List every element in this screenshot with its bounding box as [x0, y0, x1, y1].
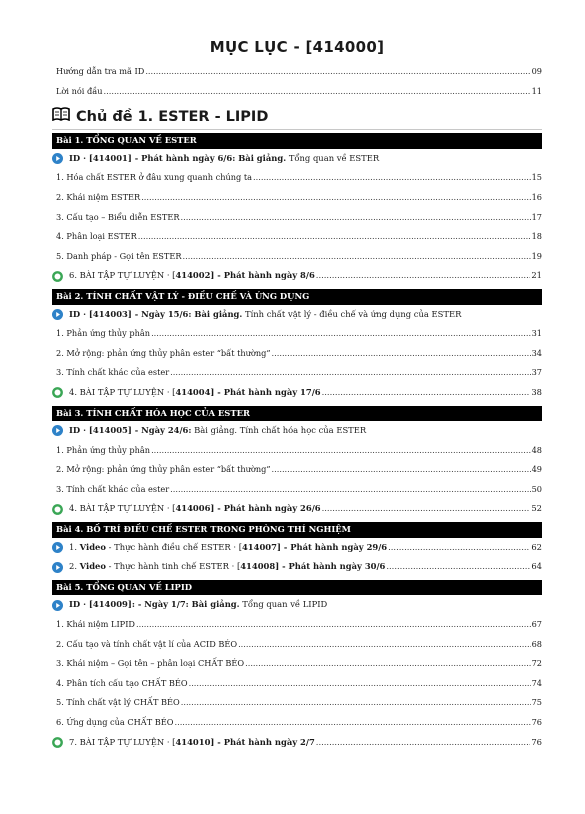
entry-page: 64	[531, 561, 542, 572]
lecture-desc: Bài giảng. Tính chất hóa học của ESTER	[194, 425, 367, 436]
topic-title: Chủ đề 1. ESTER - LIPID	[76, 109, 269, 126]
lesson-band: Bài 4. BỐ TRÍ ĐIỀU CHẾ ESTER TRONG PHÒNG THÍ NGHIỆM	[52, 522, 542, 538]
lecture-id: ID · [414009]: - Ngày 1/7: Bài giảng.	[69, 599, 240, 610]
toc-entry[interactable]	[52, 615, 542, 635]
toc-entry[interactable]	[52, 480, 542, 500]
lecture-id: ID · [414001] - Phát hành ngày 6/6: Bài giảng.	[69, 152, 287, 163]
ring-icon	[52, 504, 63, 515]
video-label: Video	[79, 541, 106, 552]
lecture-id: ID · [414003] - Ngày 15/6: Bài giảng.	[69, 308, 243, 319]
lesson-band: Bài 1. TỔNG QUAN VỀ ESTER	[52, 133, 542, 149]
entry-label: 4. Phân loại ESTER	[56, 231, 137, 242]
video-label: Video	[79, 561, 106, 572]
entry-page: 38	[531, 386, 542, 397]
open-book-icon	[52, 105, 72, 129]
lesson-lecture-entry[interactable]	[52, 595, 542, 615]
entry-page: 68	[531, 638, 542, 649]
entry-label: 3. Tính chất khác của ester	[56, 483, 170, 494]
toc-entry[interactable]	[52, 82, 542, 102]
entry-label: 6. Ứng dụng của CHẤT BÉO	[56, 717, 174, 727]
toc-entry[interactable]	[52, 635, 542, 655]
entry-label: 2. Mở rộng: phản ứng thủy phân ester “bất thường”	[56, 464, 271, 475]
lesson-lecture-entry[interactable]	[52, 305, 542, 325]
toc-entry[interactable]	[52, 324, 542, 344]
entry-page: 18	[531, 231, 542, 242]
practice-entry[interactable]: 4. BÀI TẬP TỰ LUYỆN · [414006] - Phát hành ngày 26/6 ..... 52	[52, 499, 542, 519]
toc-entry[interactable]	[52, 363, 542, 383]
entry-page: 16	[531, 191, 542, 202]
entry-page: 11	[531, 85, 542, 96]
entry-page: 67	[531, 619, 542, 630]
lesson-band: Bài 2. TÍNH CHẤT VẬT LÝ - ĐIỀU CHẾ VÀ ỨNG DỤNG	[52, 289, 542, 305]
entry-label: 1. Phản ứng thủy phân	[56, 444, 151, 455]
entry-page: 62	[531, 541, 542, 552]
practice-entry[interactable]: 4. BÀI TẬP TỰ LUYỆN · [414004] - Phát hành ngày 17/6 ..... 38	[52, 383, 542, 403]
entry-label: 3. Tính chất khác của ester	[56, 367, 170, 378]
toc-entry[interactable]	[52, 62, 542, 82]
entry-page: 76	[531, 736, 542, 747]
practice-code: 414010	[175, 736, 211, 747]
entry-page: 09	[531, 66, 542, 76]
toc-entry[interactable]	[52, 208, 542, 228]
entry-page: 48	[531, 444, 542, 455]
toc-entry[interactable]	[52, 693, 542, 713]
entry-page: 52	[531, 503, 542, 514]
entry-page: 21	[531, 270, 542, 281]
video-entry[interactable]: 2. Video - Thực hành tinh chế ESTER · [414008] - Phát hành ngày 30/6 ..... 64	[52, 557, 542, 577]
practice-entry[interactable]: 6. BÀI TẬP TỰ LUYỆN · [414002] - Phát hành ngày 8/6 ..... 21	[52, 266, 542, 286]
lesson-band: Bài 3. TÍNH CHẤT HÓA HỌC CỦA ESTER	[52, 406, 542, 422]
entry-label: 1. Khái niệm LIPID	[56, 619, 135, 630]
page-title: MỤC LỤC - [414000]	[209, 38, 385, 56]
lesson-lecture-entry[interactable]	[52, 421, 542, 441]
play-circle-icon	[52, 600, 63, 611]
practice-code: 414004	[175, 386, 211, 397]
practice-code: 414006	[175, 503, 211, 514]
entry-page: 15	[531, 172, 542, 183]
entry-label: 1. Hóa chất ESTER ở đâu xung quanh chúng ta	[56, 172, 253, 183]
practice-entry[interactable]: 7. BÀI TẬP TỰ LUYỆN · [414010] - Phát hành ngày 2/7 ..... 76	[52, 733, 542, 753]
ring-icon	[52, 387, 63, 398]
toc-entry[interactable]	[52, 168, 542, 188]
entry-label: 3. Cấu tạo – Biểu diễn ESTER	[56, 211, 180, 222]
lecture-id: ID · [414005] - Ngày 24/6:	[69, 425, 192, 436]
play-circle-icon	[52, 153, 63, 164]
toc-entry[interactable]	[52, 460, 542, 480]
entry-page: 17	[531, 211, 542, 222]
practice-code: 414002	[175, 270, 211, 281]
entry-label: 5. Danh pháp - Gọi tên ESTER	[56, 250, 182, 261]
lecture-desc: Tính chất vật lý - điều chế và ứng dụng của ESTER	[245, 308, 462, 319]
entry-page: 75	[531, 697, 542, 708]
entry-label: 2. Cấu tạo và tính chất vật lí của ACID BÉO	[56, 638, 238, 649]
entry-label: Lời nói đầu	[56, 85, 103, 96]
entry-label: 1. Phản ứng thủy phân	[56, 328, 151, 339]
ring-icon	[52, 737, 63, 748]
entry-page: 50	[531, 483, 542, 494]
topic-heading	[52, 105, 542, 130]
entry-label: 2. Mở rộng: phản ứng thủy phân ester “bất thường”	[56, 347, 271, 358]
lecture-desc: Tổng quan về LIPID	[242, 599, 328, 610]
lesson-lecture-entry[interactable]	[52, 149, 542, 169]
video-code: 414008	[240, 561, 276, 572]
entry-page: 72	[531, 658, 542, 669]
lecture-desc: Tổng quan về ESTER	[288, 152, 380, 163]
entry-label: 4. Phân tích cấu tạo CHẤT BÉO	[56, 677, 188, 688]
toc-page	[52, 34, 542, 752]
toc-entry[interactable]	[52, 188, 542, 208]
entry-page: 19	[531, 250, 542, 261]
video-code: 414007	[241, 541, 277, 552]
play-circle-icon	[52, 542, 63, 553]
video-entry[interactable]: 1. Video - Thực hành điều chế ESTER · [414007] - Phát hành ngày 29/6 ..... 62	[52, 538, 542, 558]
toc-entry[interactable]	[52, 227, 542, 247]
play-circle-icon	[52, 309, 63, 320]
entry-page: 49	[531, 464, 542, 475]
toc-entry[interactable]	[52, 344, 542, 364]
entry-label: 5. Tính chất vật lý CHẤT BÉO	[56, 697, 180, 708]
ring-icon	[52, 271, 63, 282]
toc-entry[interactable]	[52, 247, 542, 267]
entry-page: 74	[531, 677, 542, 688]
entry-page: 76	[531, 717, 542, 727]
toc-entry[interactable]	[52, 713, 542, 733]
play-circle-icon	[52, 425, 63, 436]
intro-list	[52, 62, 542, 101]
entry-page: 31	[531, 328, 542, 339]
entry-label: 3. Khái niệm – Gọi tên – phân loại CHẤT BÉO	[56, 658, 245, 669]
play-circle-icon	[52, 562, 63, 573]
lesson-band: Bài 5. TỔNG QUAN VỀ LIPID	[52, 580, 542, 596]
entry-label: 2. Khái niệm ESTER	[56, 191, 141, 202]
entry-page: 37	[531, 367, 542, 378]
toc-entry[interactable]	[52, 654, 542, 674]
toc-entry[interactable]	[52, 674, 542, 694]
entry-label: Hướng dẫn tra mã ID	[56, 66, 145, 76]
entry-page: 34	[531, 347, 542, 358]
toc-entry[interactable]	[52, 441, 542, 461]
